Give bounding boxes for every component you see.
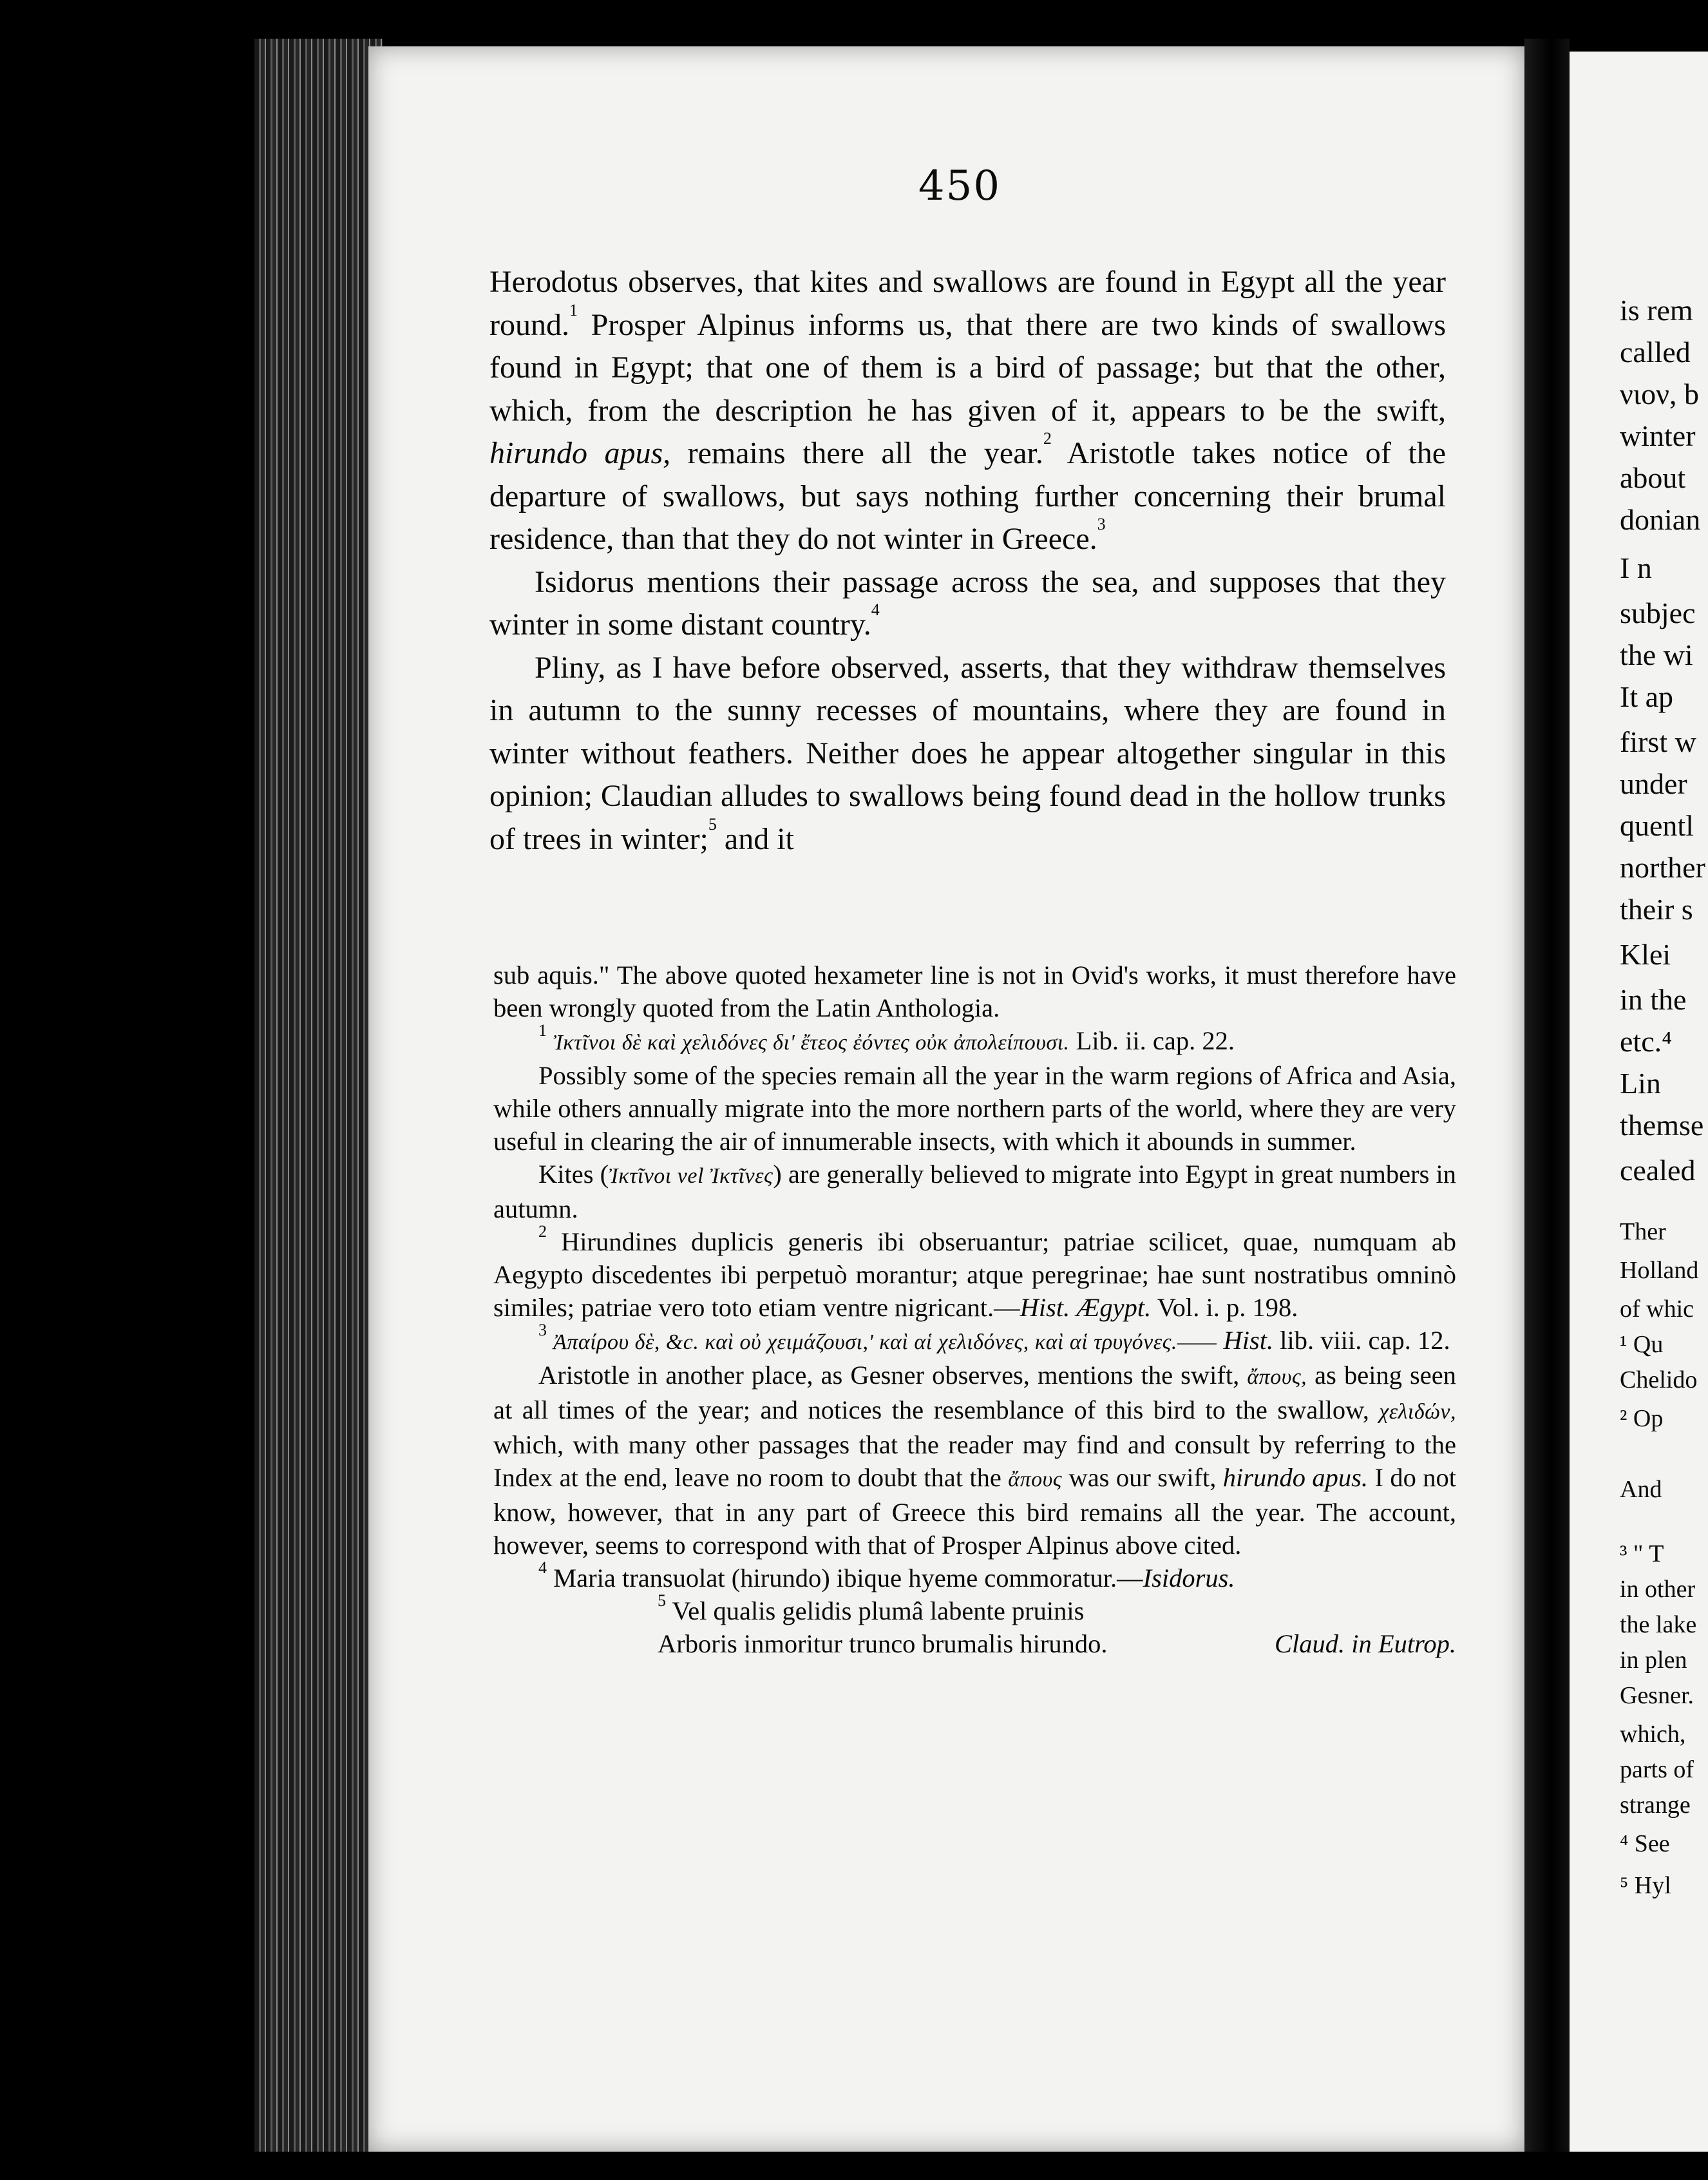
adjacent-page-text-fragment: It ap <box>1620 680 1674 713</box>
footnote-1-paragraph-3: Kites (Ἰκτῖνοι vel Ἰκτῖνες) are generally believed to migrate into Egypt in great numbers in autumn. <box>493 1160 1457 1223</box>
book-gutter <box>1524 39 1570 2152</box>
adjacent-page-text-fragment: of whic <box>1620 1296 1694 1323</box>
book-fore-edge <box>254 39 383 2152</box>
adjacent-page-text-fragment: their s <box>1620 893 1693 926</box>
adjacent-page-text-fragment: Lin <box>1620 1067 1661 1100</box>
footnote-continuation: sub aquis." The above quoted hexameter line is not in Ovid's works, it must therefore have been wrongly quoted from the Latin Anthologia. <box>493 961 1456 1022</box>
footnote-5-verse-line-1: $^5$ Vel qualis gelidis plumâ labente pruinis <box>658 1591 1085 1625</box>
adjacent-page-text-fragment: ⁵ Hyl <box>1620 1872 1671 1899</box>
adjacent-page-text-fragment: about <box>1620 461 1686 494</box>
adjacent-page-text-fragment: norther <box>1620 851 1705 884</box>
adjacent-page-text-fragment: donian <box>1620 503 1701 536</box>
footnote-3: $^3$ Ἀπαίρου δὲ, &c. καὶ οὐ χειμάζουσι,' καὶ αἱ χελιδόνες, καὶ αἱ τρυγόνες.—— Hist. lib. viii. cap. 12. <box>538 1321 1450 1355</box>
adjacent-page-text-fragment: in plen <box>1620 1647 1687 1674</box>
adjacent-page-text-fragment: etc.⁴ <box>1620 1025 1673 1058</box>
adjacent-page-text-fragment: Holland <box>1620 1257 1699 1284</box>
paragraph-pliny: Pliny, as I have before observed, asserts, that they withdraw themselves in autumn to the sunny recesses of mountains, where they are found in winter without feathers. Neither does he appear altogether singular in this opinion; Claudian alludes to swallows being found dead in the hollow trunks of trees in winter;$^5$ and it <box>489 650 1446 856</box>
adjacent-page-text-fragment: ¹ Qu <box>1620 1331 1664 1358</box>
adjacent-page-text-fragment: I n <box>1620 551 1652 584</box>
adjacent-page-text-fragment: strange <box>1620 1792 1691 1819</box>
adjacent-page-text-fragment: the wi <box>1620 638 1693 671</box>
paragraph-herodotus: Herodotus observes, that kites and swallows are found in Egypt all the year round.$^1$ Prosper Alpinus informs us, that there are two kinds of swallows found in Egypt; that one of them is a bird of passage; but that the other, which, from the description he has given of it, appears to be the swift, hirundo apus, remains there all the year.$^2$ Aristotle takes notice of the departure of swallows, but says nothing further concerning their brumal residence, than that they do not winter in Greece.$^3$ <box>489 265 1447 556</box>
adjacent-page-text-fragment: Ther <box>1620 1218 1666 1245</box>
adjacent-page-text-fragment: parts of <box>1620 1756 1694 1783</box>
page-number: 450 <box>918 162 1001 210</box>
paragraph-isidorus: Isidorus mentions their passage across the sea, and supposes that they winter in some distant country.$^4$ <box>489 564 1446 642</box>
adjacent-page-text-fragment: νιον, b <box>1620 378 1699 410</box>
adjacent-page-text-fragment: quentl <box>1620 809 1694 842</box>
adjacent-page-text-fragment: Chelido <box>1620 1366 1698 1393</box>
adjacent-page-text-fragment: cealed <box>1620 1154 1696 1187</box>
adjacent-page-text-fragment: ² Op <box>1620 1405 1664 1432</box>
footnote-4: $^4$ Maria transuolat (hirundo) ibique hyeme commoratur.—Isidorus. <box>538 1558 1235 1592</box>
footnote-2: $^2$ Hirundines duplicis generis ibi obseruantur; patriae scilicet, quae, numquam ab Aegypto discedentes ibi perpetuò morantur; atque peregrinae; hae sunt nostratibus omninò similes; patriae vero toto etiam ventre nigricant.—Hist. Ægypt. Vol. i. p. 198. <box>493 1222 1457 1322</box>
adjacent-page-text-fragment: in the <box>1620 983 1687 1016</box>
main-text <box>489 261 1446 861</box>
adjacent-page-text-fragment: subjec <box>1620 597 1696 629</box>
adjacent-page-text-fragment: in other <box>1620 1576 1696 1603</box>
footnote-3-paragraph-2: Aristotle in another place, as Gesner observes, mentions the swift, ἄπους, as being seen at all times of the year; and notices the resemblance of this bird to the swallow, χελιδών, which, with many other passages that the reader may find and consult by referring to the Index at the end, leave no room to doubt that the ἄπους was our swift, hirundo apus. I do not know, however, that in any part of Greece this bird remains all the year. The account, however, seems to correspond with that of Prosper Alpinus above cited. <box>493 1361 1457 1560</box>
adjacent-page-text-fragment: Klei <box>1620 938 1671 971</box>
adjacent-page-text-fragment: themse <box>1620 1109 1704 1142</box>
adjacent-page-text-fragment: called <box>1620 336 1691 368</box>
adjacent-page-text-fragment: the lake <box>1620 1611 1697 1638</box>
adjacent-page-text-fragment: under <box>1620 767 1687 800</box>
footnote-1-paragraph-2: Possibly some of the species remain all the year in the warm regions of Africa and Asia, while others annually migrate into the more northern parts of the world, where they are very useful in clearing the air of innumerable insects, with which it abounds in summer. <box>493 1061 1456 1156</box>
adjacent-page-text-fragment: first w <box>1620 725 1696 758</box>
adjacent-page-text-fragment: which, <box>1620 1721 1686 1748</box>
footnote-5-verse-line-2: Arboris inmoritur trunco brumalis hirundo. Claud. in Eutrop. <box>658 1629 1456 1658</box>
adjacent-page-text-fragment: is rem <box>1620 294 1693 327</box>
adjacent-page-text-fragment: ⁴ See <box>1620 1830 1670 1857</box>
adjacent-page-edge <box>1570 52 1708 2152</box>
footnotes <box>493 959 1456 1660</box>
adjacent-page-text-fragment: And <box>1620 1476 1662 1503</box>
adjacent-page-text-fragment: ³ " T <box>1620 1540 1664 1567</box>
adjacent-page-text-fragment: winter <box>1620 419 1696 452</box>
adjacent-page-text-fragment: Gesner. <box>1620 1682 1694 1709</box>
footnote-1: $^1$ Ἰκτῖνοι δὲ καὶ χελιδόνες δι' ἔτεος ἐόντες οὐκ ἀπολείπουσι. Lib. ii. cap. 22. <box>538 1021 1235 1055</box>
